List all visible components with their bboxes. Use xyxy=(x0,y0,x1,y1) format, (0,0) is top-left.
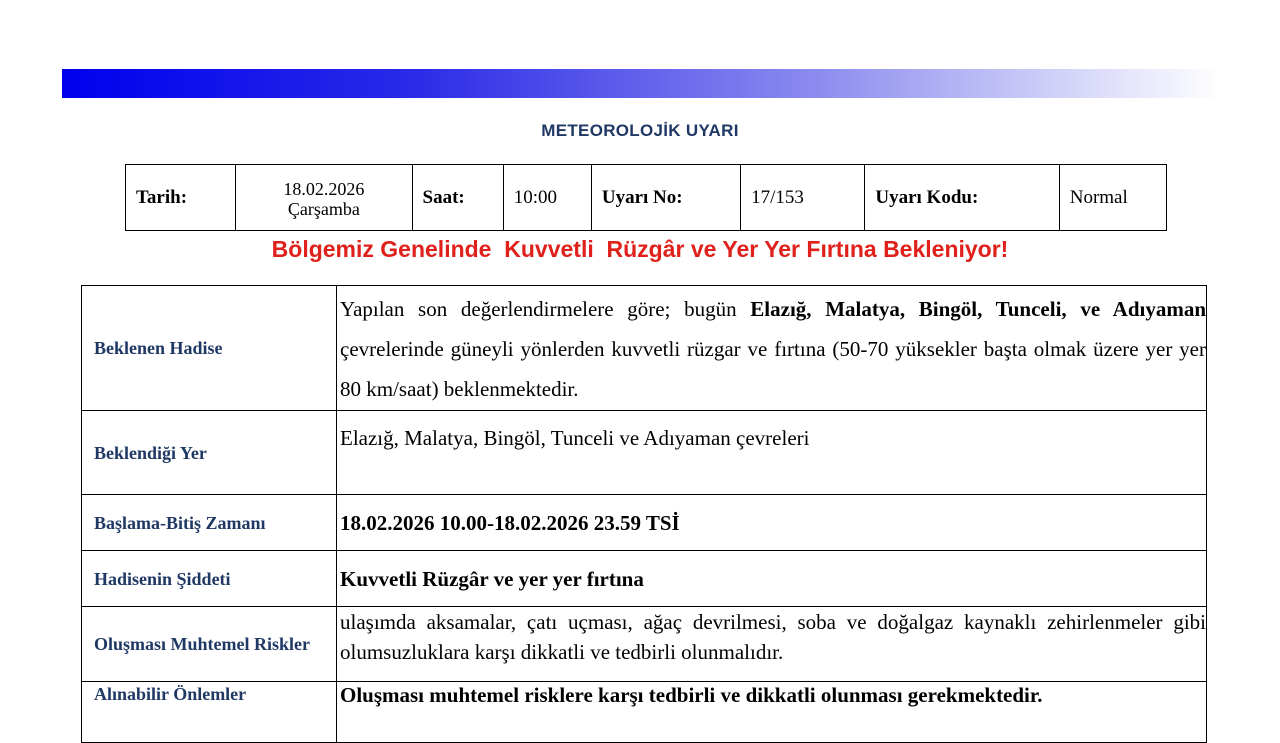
event-text-intro: Yapılan son değerlendirmelere göre; bugün xyxy=(340,297,751,321)
table-row xyxy=(82,551,1207,607)
location-label: Beklendiği Yer xyxy=(82,411,337,495)
date-text: 18.02.2026 xyxy=(283,179,365,199)
event-label: Beklenen Hadise xyxy=(82,286,337,411)
severity-label: Hadisenin Şiddeti xyxy=(82,551,337,607)
warning-no-label: Uyarı No: xyxy=(591,165,740,231)
risks-label: Oluşması Muhtemel Riskler xyxy=(82,607,337,682)
event-value xyxy=(337,286,1207,411)
table-row xyxy=(82,411,1207,495)
date-value xyxy=(236,165,412,231)
warning-headline: Bölgemiz Genelinde Kuvvetli Rüzgâr ve Yer Yer Fırtına Bekleniyor! xyxy=(271,236,1009,262)
warning-no-value: 17/153 xyxy=(741,165,865,231)
table-row xyxy=(82,607,1207,682)
header-gradient-bar xyxy=(62,69,1220,98)
warning-code-label: Uyarı Kodu: xyxy=(865,165,1059,231)
table-row xyxy=(82,286,1207,411)
risks-value: ulaşımda aksamalar, çatı uçması, ağaç devrilmesi, soba ve doğalgaz kaynaklı zehirlenmeler gibi olumsuzluklara karşı dikkatli ve tedbirli olunmalıdır. xyxy=(337,607,1207,682)
warning-info-table xyxy=(125,164,1167,231)
measures-label: Alınabilir Önlemler xyxy=(82,682,337,743)
day-text: Çarşamba xyxy=(287,199,360,219)
page-title: METEOROLOJİK UYARI xyxy=(541,121,739,140)
severity-value: Kuvvetli Rüzgâr ve yer yer fırtına xyxy=(337,551,1207,607)
time-label: Saat: xyxy=(412,165,503,231)
table-row xyxy=(82,495,1207,551)
period-value: 18.02.2026 10.00-18.02.2026 23.59 TSİ xyxy=(337,495,1207,551)
event-text-cities: Elazığ, Malatya, Bingöl, Tunceli, ve Adıyaman xyxy=(750,297,1206,321)
warning-details-table xyxy=(81,285,1207,743)
location-value: Elazığ, Malatya, Bingöl, Tunceli ve Adıyaman çevreleri xyxy=(337,411,1207,495)
event-text-rest: çevrelerinde güneyli yönlerden kuvvetli rüzgar ve fırtına (50-70 yüksekler başta olmak üzere yer yer 80 km/saat) beklenmektedir. xyxy=(340,337,1206,401)
measures-value: Oluşması muhtemel risklere karşı tedbirli ve dikkatli olunması gerekmektedir. xyxy=(337,682,1207,743)
time-value: 10:00 xyxy=(503,165,591,231)
warning-code-value: Normal xyxy=(1059,165,1166,231)
period-label: Başlama-Bitiş Zamanı xyxy=(82,495,337,551)
table-row xyxy=(82,682,1207,743)
date-label: Tarih: xyxy=(126,165,236,231)
